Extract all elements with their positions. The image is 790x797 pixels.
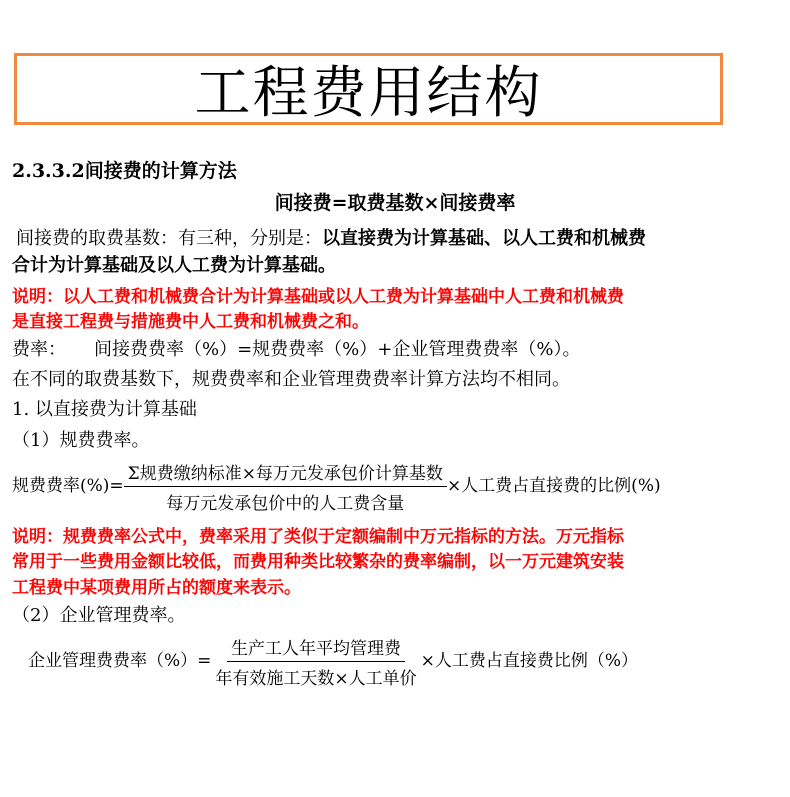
title-box <box>14 53 723 125</box>
note2-line1: 说明：规费费率公式中，费率采用了类似于定额编制中万元指标的方法。万元指标 <box>12 527 624 547</box>
note1-line1: 说明：以人工费和机械费合计为计算基础或以人工费为计算基础中人工费和机械费 <box>12 287 624 307</box>
base-intro-line2: 合计为计算基础及以人工费为计算基础。 <box>12 255 336 276</box>
formula-2 <box>28 634 638 689</box>
sub-item-1: （1）规费费率。 <box>12 430 150 451</box>
item-1: 1. 以直接费为计算基础 <box>12 399 197 420</box>
formula-1-denominator: 每万元发承包价中的人工费含量 <box>166 494 405 514</box>
rate-formula: 间接费费率（%）=规费费率（%）+企业管理费费率（%）。 <box>94 339 581 360</box>
formula-1-lhs: 规费费率(%)= <box>12 476 124 496</box>
section-heading: 2.3.3.2间接费的计算方法 <box>12 160 237 182</box>
sub-item-2: （2）企业管理费率。 <box>12 605 186 626</box>
formula-2-numerator: 生产工人年平均管理费 <box>227 634 405 662</box>
formula-1 <box>12 459 661 514</box>
main-formula: 间接费=取费基数×间接费率 <box>274 192 516 214</box>
rate-diff: 在不同的取费基数下，规费费率和企业管理费费率计算方法均不相同。 <box>12 369 570 390</box>
formula-2-denominator: 年有效施工天数×人工单价 <box>215 669 417 689</box>
formula-2-lhs: 企业管理费费率（%）= <box>28 651 212 671</box>
rate-label: 费率： <box>12 339 66 360</box>
note2-line3: 工程费中某项费用所占的额度来表示。 <box>12 578 301 598</box>
base-intro: 间接费的取费基数：有三种，分别是： <box>16 228 322 249</box>
note2-line2: 常用于一些费用金额比较低，而费用种类比较繁杂的费率编制，以一万元建筑安装 <box>12 552 624 572</box>
formula-1-fraction <box>124 459 447 514</box>
formula-2-rhs: ×人工费占直接费比例（%） <box>420 651 639 671</box>
note1-line2: 是直接工程费与措施费中人工费和机械费之和。 <box>12 312 369 332</box>
base-intro-line1 <box>16 224 646 250</box>
rate-line <box>12 335 580 361</box>
page-title: 工程费用结构 <box>194 61 543 126</box>
formula-2-fraction <box>211 634 420 689</box>
base-intro-bold: 以直接费为计算基础、以人工费和机械费 <box>322 228 646 249</box>
formula-1-numerator: Σ规费缴纳标准×每万元发承包价计算基数 <box>124 459 447 487</box>
formula-1-rhs: ×人工费占直接费的比例(%) <box>446 476 661 496</box>
